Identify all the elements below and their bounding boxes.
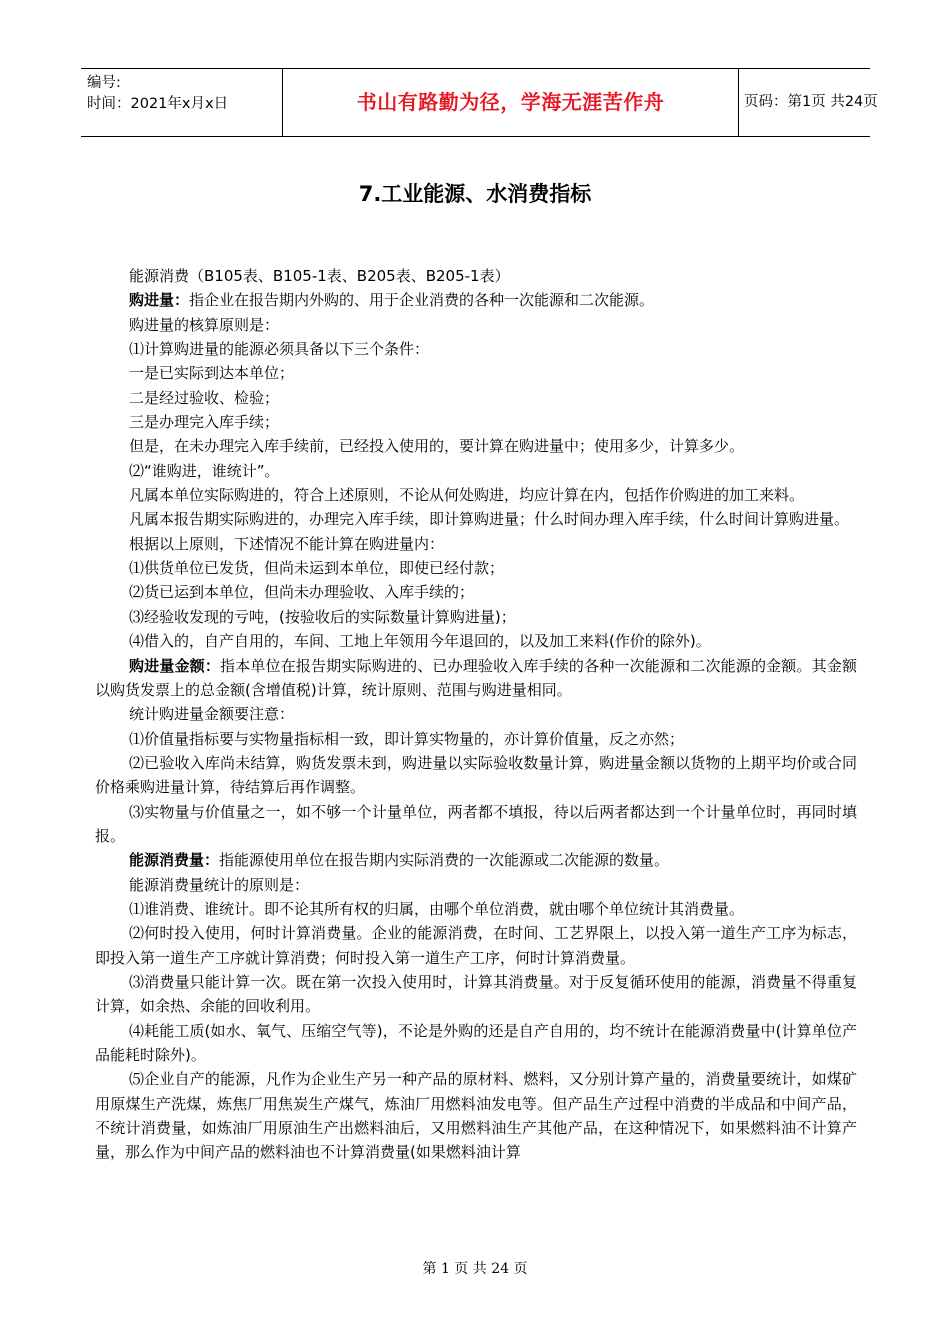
body-paragraph — [95, 873, 857, 897]
body-paragraph — [95, 727, 857, 751]
paragraph-text: ⑵何时投入使用，何时计算消费量。企业的能源消费，在时间、工艺界限上，以投入第一道生产工序为标志，即投入第一道生产工序就计算消费；何时投入第一道生产工序，何时计算消费量。 — [95, 924, 857, 967]
body-paragraph — [95, 629, 857, 653]
body-paragraph — [95, 751, 857, 800]
body-paragraph — [95, 532, 857, 556]
document-body — [95, 264, 857, 1165]
body-paragraph — [95, 556, 857, 580]
body-paragraph — [95, 1019, 857, 1068]
paragraph-text: 能源消费（B105表、B105-1表、B205表、B205-1表） — [129, 267, 510, 285]
body-paragraph — [95, 580, 857, 604]
paragraph-text: ⑶实物量与价值量之一，如不够一个计量单位，两者都不填报，待以后两者都达到一个计量单位时，再同时填报。 — [95, 802, 857, 845]
paragraph-text: 但是，在未办理完入库手续前，已经投入使用的，要计算在购进量中；使用多少，计算多少。 — [129, 437, 745, 456]
paragraph-text: 统计购进量金额要注意： — [129, 705, 295, 724]
header-left — [81, 69, 282, 136]
term-heading: 购进量： — [129, 291, 190, 310]
paragraph-text: ⑵“谁购进，谁统计”。 — [129, 461, 280, 480]
page-header — [81, 68, 878, 137]
header-motto: 书山有路勤为径，学海无涯苦作舟 — [282, 69, 739, 136]
body-paragraph — [95, 483, 857, 507]
body-paragraph — [95, 507, 857, 531]
body-paragraph — [95, 800, 857, 849]
paragraph-text: ⑴谁消费、谁统计。即不论其所有权的归属，由哪个单位消费，就由哪个单位统计其消费量。 — [129, 899, 745, 918]
body-paragraph — [95, 459, 857, 483]
document-date: 时间：2021年x月x日 — [87, 96, 229, 112]
body-paragraph — [95, 410, 857, 434]
document-number-label: 编号: — [87, 75, 121, 91]
body-paragraph — [95, 848, 857, 872]
body-paragraph — [95, 313, 857, 337]
header-page-info: 页码：第1页 共24页 — [744, 94, 878, 110]
paragraph-text: 凡属本报告期实际购进的，办理完入库手续，即计算购进量；什么时间办理入库手续，什么时间计算购进量。 — [129, 510, 850, 529]
paragraph-text: ⑷借入的，自产自用的，车间、工地上年领用今年退回的，以及加工来料(作价的除外)。 — [129, 632, 711, 651]
paragraph-text: 三是办理完入库手续； — [129, 413, 280, 432]
paragraph-text: 能源消费量统计的原则是： — [129, 875, 310, 894]
document-title: 7.工业能源、水消费指标 — [358, 182, 592, 206]
body-paragraph — [95, 361, 857, 385]
body-paragraph — [95, 264, 857, 288]
paragraph-text: 购进量的核算原则是： — [129, 315, 280, 334]
body-paragraph — [95, 434, 857, 458]
paragraph-text: ⑵已验收入库尚未结算，购货发票未到，购进量以实际验收数量计算，购进量金额以货物的上期平均价或合同价格乘购进量计算，待结算后再作调整。 — [95, 753, 857, 797]
body-paragraph — [95, 654, 857, 703]
body-paragraph — [95, 288, 857, 312]
paragraph-text: ⑴计算购进量的能源必须具备以下三个条件： — [129, 340, 430, 359]
body-paragraph — [95, 970, 857, 1019]
body-paragraph — [95, 386, 857, 410]
term-heading: 能源消费量： — [129, 851, 220, 870]
paragraph-text: ⑵货已运到本单位，但尚未办理验收、入库手续的； — [129, 583, 475, 602]
body-paragraph — [95, 897, 857, 921]
paragraph-text: ⑷耗能工质(如水、氧气、压缩空气等)，不论是外购的还是自产自用的，均不统计在能源消费量中(计算单位产品能耗时除外)。 — [95, 1021, 857, 1064]
paragraph-text: ⑶消费量只能计算一次。既在第一次投入使用时，计算其消费量。对于反复循环使用的能源，消费量不得重复计算，如余热、余能的回收利用。 — [95, 972, 857, 1016]
paragraph-text: ⑸企业自产的能源，凡作为企业生产另一种产品的原材料、燃料，又分别计算产量的，消费量要统计，如煤矿用原煤生产洗煤，炼焦厂用焦炭生产煤气，炼油厂用燃料油发电等。但产品生产过程中消费的半成品和中间产品，不统计消费量，如炼油厂用原油生产出燃料油后，又用燃料油生产其他产品，在这种情况下，如果燃料油不计算产量，那么作为中间产品的燃料油也不计算消费量(如果燃料油计算 — [95, 1070, 857, 1162]
term-heading: 购进量金额： — [129, 656, 221, 675]
paragraph-text: 根据以上原则，下述情况不能计算在购进量内： — [129, 534, 445, 553]
body-paragraph — [95, 702, 857, 726]
body-paragraph — [95, 921, 857, 970]
paragraph-text: 二是经过验收、检验； — [129, 388, 280, 407]
paragraph-text: ⑶经验收发现的亏吨，(按验收后的实际数量计算购进量)； — [129, 607, 516, 626]
body-paragraph — [95, 337, 857, 361]
paragraph-text: 一是已实际到达本单位； — [129, 364, 295, 383]
paragraph-text: ⑴供货单位已发货，但尚未运到本单位，即使已经付款； — [129, 559, 505, 578]
paragraph-text: 指本单位在报告期实际购进的、已办理验收入库手续的各种一次能源和二次能源的金额。其金额以购货发票上的总金额(含增值税)计算，统计原则、范围与购进量相同。 — [95, 656, 857, 699]
body-paragraph — [95, 1067, 857, 1164]
body-paragraph — [95, 605, 857, 629]
paragraph-text: 凡属本单位实际购进的，符合上述原则，不论从何处购进，均应计算在内，包括作价购进的加工来料。 — [129, 486, 805, 505]
paragraph-text: 指能源使用单位在报告期内实际消费的一次能源或二次能源的数量。 — [219, 851, 670, 870]
page-footer: 第 1 页 共 24 页 — [422, 1261, 528, 1277]
paragraph-text: ⑴价值量指标要与实物量指标相一致，即计算实物量的，亦计算价值量，反之亦然； — [129, 729, 685, 748]
paragraph-text: 指企业在报告期内外购的、用于企业消费的各种一次能源和二次能源。 — [189, 291, 655, 310]
